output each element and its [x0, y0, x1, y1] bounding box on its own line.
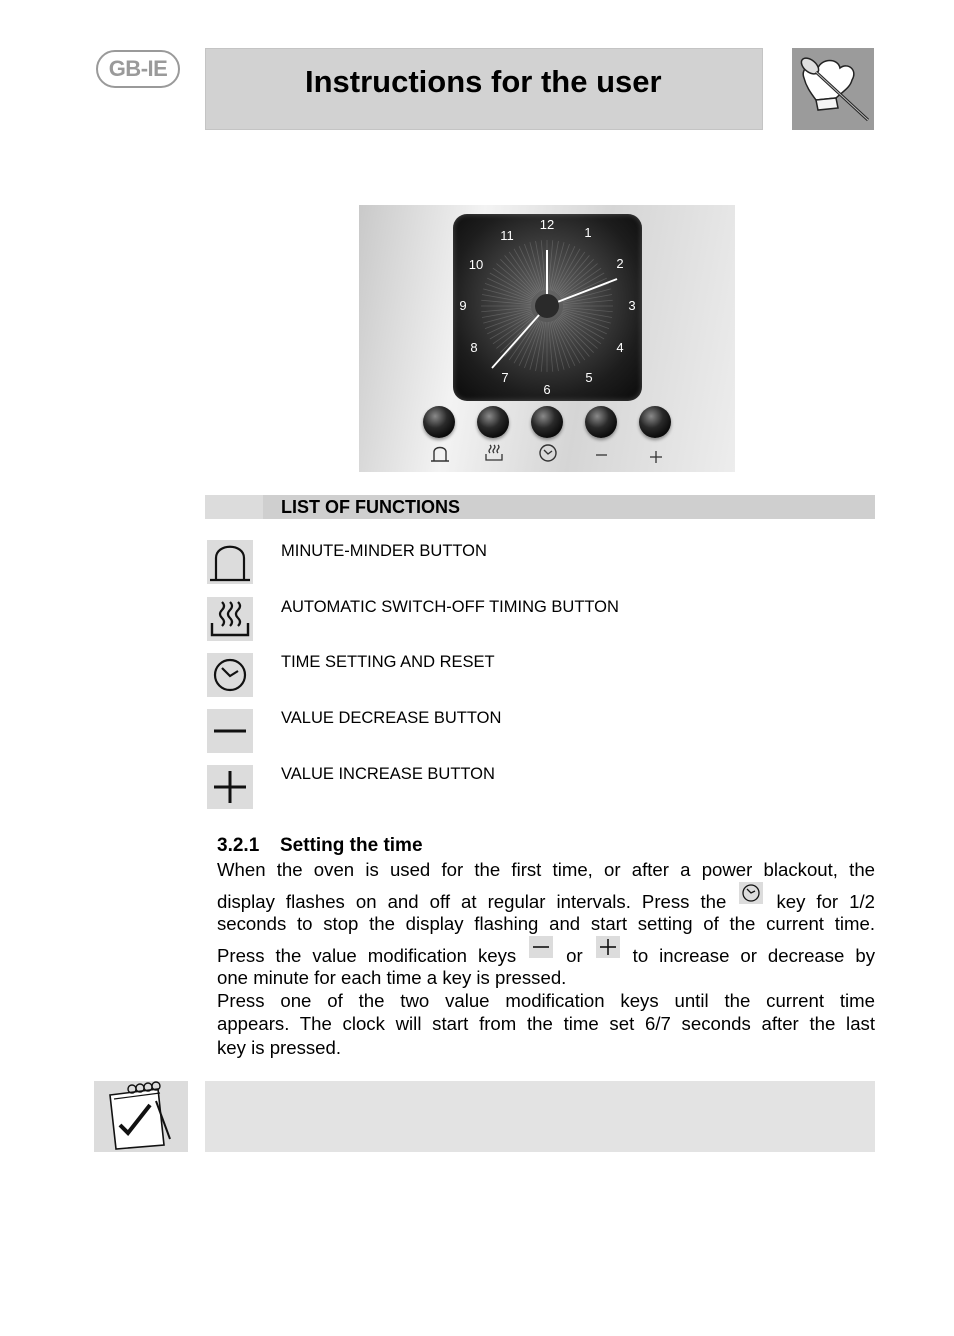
- clock-number: 10: [468, 257, 484, 272]
- functions-header: LIST OF FUNCTIONS: [281, 497, 460, 517]
- value-decrease-knob[interactable]: [585, 406, 617, 438]
- paragraph-line: Press the value modification keys or to increase or decrease by: [217, 942, 875, 967]
- paragraph-line: Press one of the two value modification keys until the current time: [217, 990, 875, 1011]
- clock-number: 4: [616, 340, 624, 355]
- section-title: Setting the time: [280, 835, 423, 856]
- paragraph-line: key is pressed.: [217, 1037, 342, 1058]
- page-title: Instructions for the user: [305, 64, 662, 99]
- clock-rays: [453, 214, 642, 401]
- clock-key-icon: [739, 882, 763, 904]
- paragraph-line: display flashes on and off at regular intervals. Press the key for 1/2: [217, 888, 875, 913]
- section-heading: [217, 834, 423, 857]
- bell-icon: [429, 442, 451, 464]
- note-box: [205, 1081, 875, 1152]
- clock-number: 6: [543, 382, 551, 397]
- function-label-value-decrease: VALUE DECREASE BUTTON: [281, 709, 502, 727]
- clock-number: 12: [539, 217, 555, 232]
- clock-face: [453, 214, 642, 401]
- section-number: 3.2.1: [217, 835, 260, 856]
- chef-hat-spoon-icon: [792, 48, 874, 130]
- clock-number: 7: [501, 370, 509, 385]
- bell-icon: [207, 540, 253, 584]
- heat-tray-icon: [207, 597, 253, 641]
- heat-tray-icon: [483, 442, 505, 464]
- clock-number: 11: [500, 228, 514, 243]
- clock-icon: [207, 653, 253, 697]
- function-label-time-setting: TIME SETTING AND RESET: [281, 653, 495, 671]
- paragraph-line: appears. The clock will start from the time set 6/7 seconds after the last: [217, 1013, 875, 1034]
- paragraph-line: one minute for each time a key is pressed.: [217, 967, 567, 988]
- clock-number: 5: [585, 370, 593, 385]
- clock-number: 3: [628, 298, 636, 313]
- paragraph-line: seconds to stop the display flashing and start setting of the current time.: [217, 913, 875, 934]
- minute-minder-knob[interactable]: [423, 406, 455, 438]
- clock-icon: [537, 442, 559, 464]
- minus-key-icon: [529, 936, 553, 958]
- notepad-check-icon: [94, 1081, 188, 1152]
- time-setting-knob[interactable]: [531, 406, 563, 438]
- function-label-minute-minder: MINUTE-MINDER BUTTON: [281, 542, 487, 560]
- function-label-value-increase: VALUE INCREASE BUTTON: [281, 765, 495, 783]
- plus-icon: [207, 765, 253, 809]
- clock-number: 8: [470, 340, 478, 355]
- paragraph-line: When the oven is used for the first time, or after a power blackout, the: [217, 859, 875, 880]
- minus-icon: [207, 709, 253, 753]
- auto-switch-off-knob[interactable]: [477, 406, 509, 438]
- clock-number: 1: [584, 225, 592, 240]
- function-label-auto-switch-off: AUTOMATIC SWITCH-OFF TIMING BUTTON: [281, 598, 619, 616]
- minus-icon: [591, 444, 613, 466]
- country-badge: GB-IE: [96, 50, 180, 88]
- clock-number: 2: [616, 256, 624, 271]
- clock-number: 9: [459, 298, 467, 313]
- plus-key-icon: [596, 936, 620, 958]
- plus-icon: [645, 446, 667, 468]
- value-increase-knob[interactable]: [639, 406, 671, 438]
